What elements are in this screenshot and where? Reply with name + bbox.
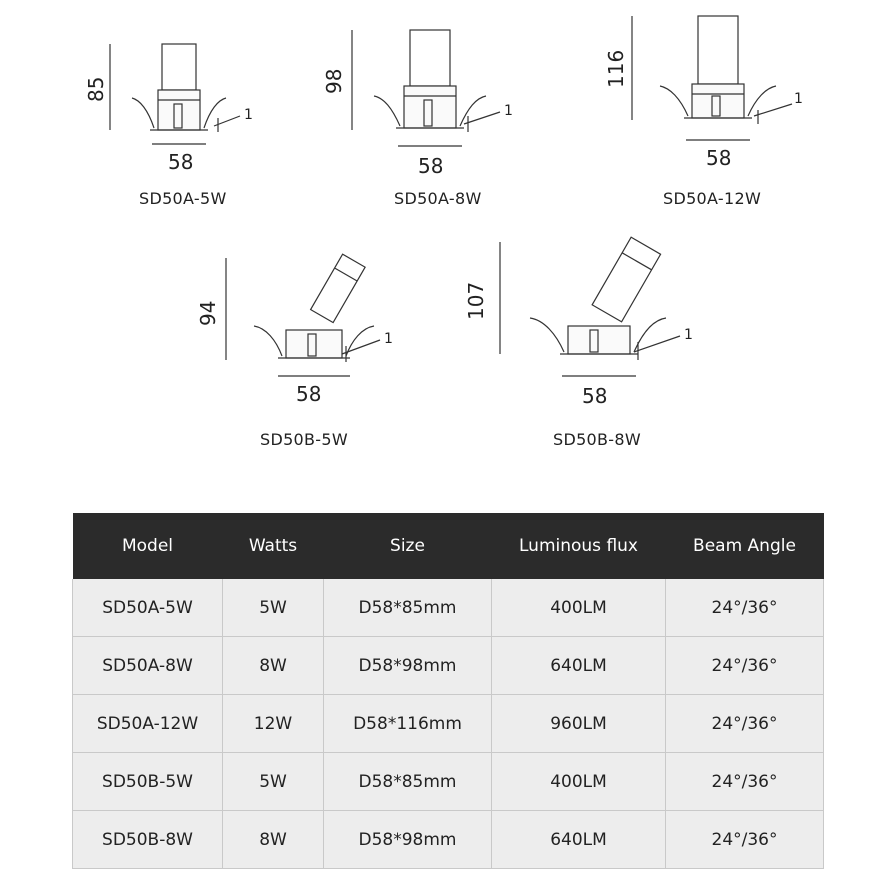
drawing-sd50a-8w [300, 0, 600, 230]
height-dimension: 116 [604, 49, 628, 88]
header-watts: Watts [223, 513, 324, 579]
height-dimension: 107 [464, 281, 488, 320]
drawing-sd50b-8w [440, 230, 740, 470]
height-dimension: 94 [196, 300, 220, 326]
cell-model: SD50A-12W [73, 695, 223, 753]
spec-table [72, 513, 824, 869]
header-beam-angle: Beam Angle [666, 513, 824, 579]
cell-watts: 12W [223, 695, 324, 753]
width-dimension: 58 [582, 384, 608, 408]
height-dimension: 85 [84, 76, 108, 102]
drawing-sd50a-5w [0, 0, 300, 230]
table-row [73, 579, 824, 637]
table-row [73, 695, 824, 753]
table-row [73, 637, 824, 695]
flange-dimension: 1 [504, 103, 513, 119]
model-label: SD50A-8W [394, 189, 482, 208]
width-dimension: 58 [418, 154, 444, 178]
cell-beam-angle: 24°/36° [666, 695, 824, 753]
cell-model: SD50A-8W [73, 637, 223, 695]
cell-luminous-flux: 640LM [492, 811, 666, 869]
cell-watts: 5W [223, 579, 324, 637]
cell-model: SD50B-5W [73, 753, 223, 811]
cell-beam-angle: 24°/36° [666, 637, 824, 695]
cell-luminous-flux: 400LM [492, 579, 666, 637]
table-header-row [73, 513, 824, 579]
width-dimension: 58 [706, 146, 732, 170]
cell-beam-angle: 24°/36° [666, 811, 824, 869]
header-size: Size [324, 513, 492, 579]
cell-size: D58*116mm [324, 695, 492, 753]
table-row [73, 753, 824, 811]
height-dimension: 98 [322, 68, 346, 94]
cell-model: SD50A-5W [73, 579, 223, 637]
model-label: SD50A-12W [663, 189, 762, 208]
cell-luminous-flux: 400LM [492, 753, 666, 811]
cell-watts: 8W [223, 811, 324, 869]
cell-watts: 8W [223, 637, 324, 695]
cell-size: D58*98mm [324, 811, 492, 869]
model-label: SD50B-5W [260, 430, 348, 449]
header-luminous-flux: Luminous flux [492, 513, 666, 579]
cell-beam-angle: 24°/36° [666, 579, 824, 637]
model-label: SD50A-5W [139, 189, 227, 208]
cell-model: SD50B-8W [73, 811, 223, 869]
cell-watts: 5W [223, 753, 324, 811]
model-label: SD50B-8W [553, 430, 641, 449]
flange-dimension: 1 [384, 331, 393, 347]
flange-dimension: 1 [794, 91, 803, 107]
table-row [73, 811, 824, 869]
header-model: Model [73, 513, 223, 579]
width-dimension: 58 [168, 150, 194, 174]
flange-dimension: 1 [684, 327, 693, 343]
drawing-sd50a-12w [600, 0, 896, 230]
cell-beam-angle: 24°/36° [666, 753, 824, 811]
drawing-sd50b-5w [190, 230, 440, 470]
cell-luminous-flux: 960LM [492, 695, 666, 753]
cell-size: D58*85mm [324, 579, 492, 637]
cell-luminous-flux: 640LM [492, 637, 666, 695]
width-dimension: 58 [296, 382, 322, 406]
flange-dimension: 1 [244, 107, 253, 123]
cell-size: D58*85mm [324, 753, 492, 811]
cell-size: D58*98mm [324, 637, 492, 695]
